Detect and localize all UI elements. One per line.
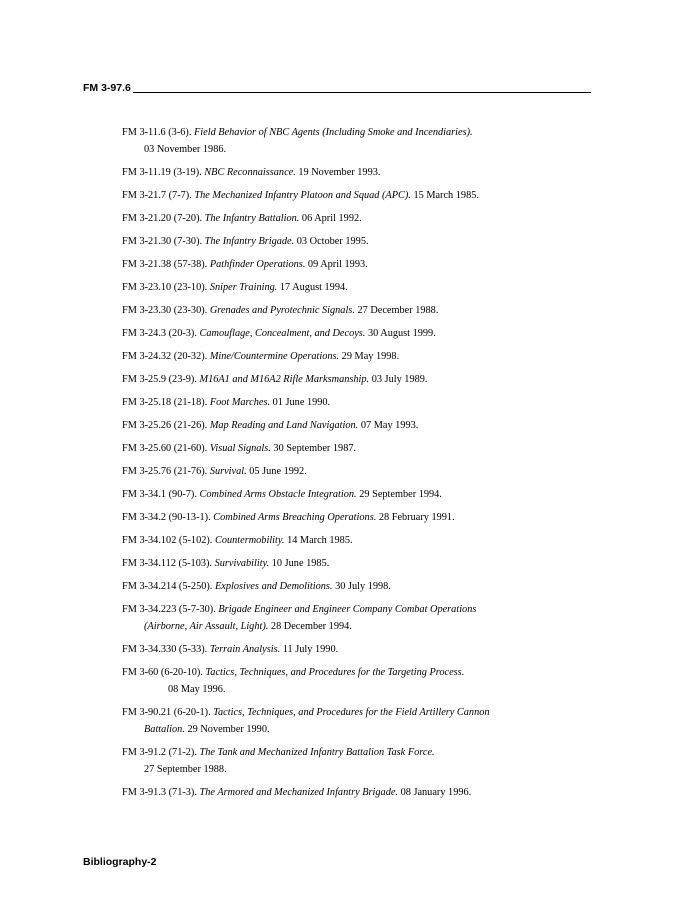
entry-id: FM 3-34.102 (5-102).	[122, 535, 213, 546]
entry-id: FM 3-34.223 (5-7-30).	[122, 604, 216, 615]
entry-id: FM 3-11.19 (3-19).	[122, 167, 202, 178]
entry-title: Pathfinder Operations.	[209, 259, 306, 270]
entry-title: Survival.	[209, 466, 247, 477]
entry-title: The Armored and Mechanized Infantry Brigade.	[199, 787, 398, 798]
entry-id: FM 3-25.18 (21-18).	[122, 397, 208, 408]
header-rule	[133, 92, 591, 93]
entry-title: The Infantry Battalion.	[204, 213, 300, 224]
entry-id: FM 3-24.3 (20-3).	[122, 328, 197, 339]
bibliography-entry	[122, 256, 562, 273]
entry-title-continued: (Airborne, Air Assault, Light).	[144, 621, 269, 632]
entry-date: 29 September 1994.	[359, 489, 442, 500]
entry-date: 29 November 1990.	[187, 724, 270, 735]
entry-date: 28 February 1991.	[378, 512, 455, 523]
entry-id: FM 3-34.112 (5-103).	[122, 558, 212, 569]
entry-id: FM 3-25.9 (23-9).	[122, 374, 197, 385]
bibliography-entry	[122, 486, 562, 503]
entry-id: FM 3-25.26 (21-26).	[122, 420, 208, 431]
entry-date: 30 September 1987.	[273, 443, 357, 454]
entry-date: 07 May 1993.	[360, 420, 419, 431]
entry-date: 15 March 1985.	[413, 190, 479, 201]
entry-id: FM 3-34.330 (5-33).	[122, 644, 208, 655]
entry-date: 29 May 1998.	[341, 351, 400, 362]
entry-title: The Infantry Brigade.	[204, 236, 295, 247]
entry-title: The Mechanized Infantry Platoon and Squad (APC).	[194, 190, 411, 201]
entry-date: 27 September 1988.	[144, 764, 227, 775]
entry-date: 08 May 1996.	[168, 684, 226, 695]
bibliography-entry	[122, 164, 562, 181]
entry-id: FM 3-21.30 (7-30).	[122, 236, 203, 247]
page-footer: Bibliography-2	[83, 856, 157, 868]
entry-id: FM 3-91.3 (71-3).	[122, 787, 197, 798]
entry-id: FM 3-23.30 (23-30).	[122, 305, 208, 316]
entry-date: 03 October 1995.	[296, 236, 369, 247]
bibliography-entry	[122, 664, 562, 698]
entry-date: 30 August 1999.	[367, 328, 436, 339]
entry-date: 03 November 1986.	[144, 144, 227, 155]
entry-id: FM 3-34.1 (90-7).	[122, 489, 197, 500]
entry-id: FM 3-25.60 (21-60).	[122, 443, 208, 454]
bibliography-entry	[122, 394, 562, 411]
entry-title: Tactics, Techniques, and Procedures for the Field Artillery Cannon	[213, 707, 490, 718]
bibliography-entry	[122, 417, 562, 434]
bibliography-entry	[122, 532, 562, 549]
bibliography-list	[122, 124, 562, 807]
entry-title: Explosives and Demolitions.	[214, 581, 333, 592]
bibliography-entry	[122, 302, 562, 319]
bibliography-entry	[122, 601, 562, 635]
entry-title: Combined Arms Obstacle Integration.	[199, 489, 357, 500]
entry-date: 06 April 1992.	[301, 213, 362, 224]
entry-id: FM 3-11.6 (3-6).	[122, 127, 192, 138]
entry-date: 03 July 1989.	[371, 374, 428, 385]
entry-title: Camouflage, Concealment, and Decoys.	[199, 328, 366, 339]
entry-id: FM 3-34.2 (90-13-1).	[122, 512, 211, 523]
entry-id: FM 3-25.76 (21-76).	[122, 466, 208, 477]
bibliography-entry	[122, 348, 562, 365]
entry-title: Terrain Analysis.	[209, 644, 281, 655]
entry-id: FM 3-24.32 (20-32).	[122, 351, 208, 362]
entry-id: FM 3-60 (6-20-10).	[122, 667, 203, 678]
bibliography-entry	[122, 325, 562, 342]
bibliography-entry	[122, 210, 562, 227]
entry-title: NBC Reconnaissance.	[204, 167, 296, 178]
entry-title: Grenades and Pyrotechnic Signals.	[209, 305, 355, 316]
entry-id: FM 3-91.2 (71-2).	[122, 747, 197, 758]
bibliography-entry	[122, 578, 562, 595]
entry-date: 30 July 1998.	[335, 581, 391, 592]
bibliography-entry	[122, 187, 562, 204]
entry-title: Countermobility.	[214, 535, 285, 546]
entry-id: FM 3-34.214 (5-250).	[122, 581, 213, 592]
entry-title: Visual Signals.	[209, 443, 271, 454]
entry-id: FM 3-90.21 (6-20-1).	[122, 707, 211, 718]
entry-title: Field Behavior of NBC Agents (Including Smoke and Incendiaries).	[193, 127, 473, 138]
bibliography-entry	[122, 440, 562, 457]
document-id: FM 3-97.6	[83, 82, 131, 94]
entry-title: Survivability.	[214, 558, 270, 569]
entry-date: 17 August 1994.	[279, 282, 348, 293]
entry-date: 11 July 1990.	[282, 644, 339, 655]
bibliography-entry	[122, 555, 562, 572]
entry-title: Map Reading and Land Navigation.	[209, 420, 359, 431]
entry-id: FM 3-23.10 (23-10).	[122, 282, 208, 293]
bibliography-entry	[122, 784, 562, 801]
entry-title-continued: Battalion.	[144, 724, 185, 735]
entry-date: 27 December 1988.	[357, 305, 439, 316]
bibliography-entry	[122, 279, 562, 296]
bibliography-entry	[122, 124, 562, 158]
entry-title: Foot Marches.	[209, 397, 271, 408]
page-header	[83, 82, 591, 96]
entry-title: Sniper Training.	[209, 282, 278, 293]
bibliography-entry	[122, 233, 562, 250]
entry-date: 05 June 1992.	[249, 466, 307, 477]
bibliography-entry	[122, 509, 562, 526]
entry-title: Tactics, Techniques, and Procedures for the Targeting Process.	[205, 667, 465, 678]
entry-date: 01 June 1990.	[272, 397, 331, 408]
entry-id: FM 3-21.7 (7-7).	[122, 190, 192, 201]
entry-title: Combined Arms Breaching Operations.	[213, 512, 377, 523]
entry-date: 19 November 1993.	[298, 167, 381, 178]
bibliography-entry	[122, 641, 562, 658]
bibliography-entry	[122, 704, 562, 738]
entry-title: M16A1 and M16A2 Rifle Marksmanship.	[199, 374, 370, 385]
bibliography-entry	[122, 463, 562, 480]
entry-title: Mine/Countermine Operations.	[209, 351, 340, 362]
entry-title: The Tank and Mechanized Infantry Battalion Task Force.	[199, 747, 435, 758]
entry-date: 10 June 1985.	[271, 558, 330, 569]
bibliography-entry	[122, 371, 562, 388]
entry-id: FM 3-21.20 (7-20).	[122, 213, 203, 224]
entry-date: 08 January 1996.	[400, 787, 472, 798]
entry-date: 28 December 1994.	[270, 621, 352, 632]
entry-id: FM 3-21.38 (57-38).	[122, 259, 208, 270]
entry-date: 14 March 1985.	[287, 535, 353, 546]
entry-title: Brigade Engineer and Engineer Company Combat Operations	[218, 604, 477, 615]
bibliography-entry	[122, 744, 562, 778]
entry-date: 09 April 1993.	[307, 259, 368, 270]
